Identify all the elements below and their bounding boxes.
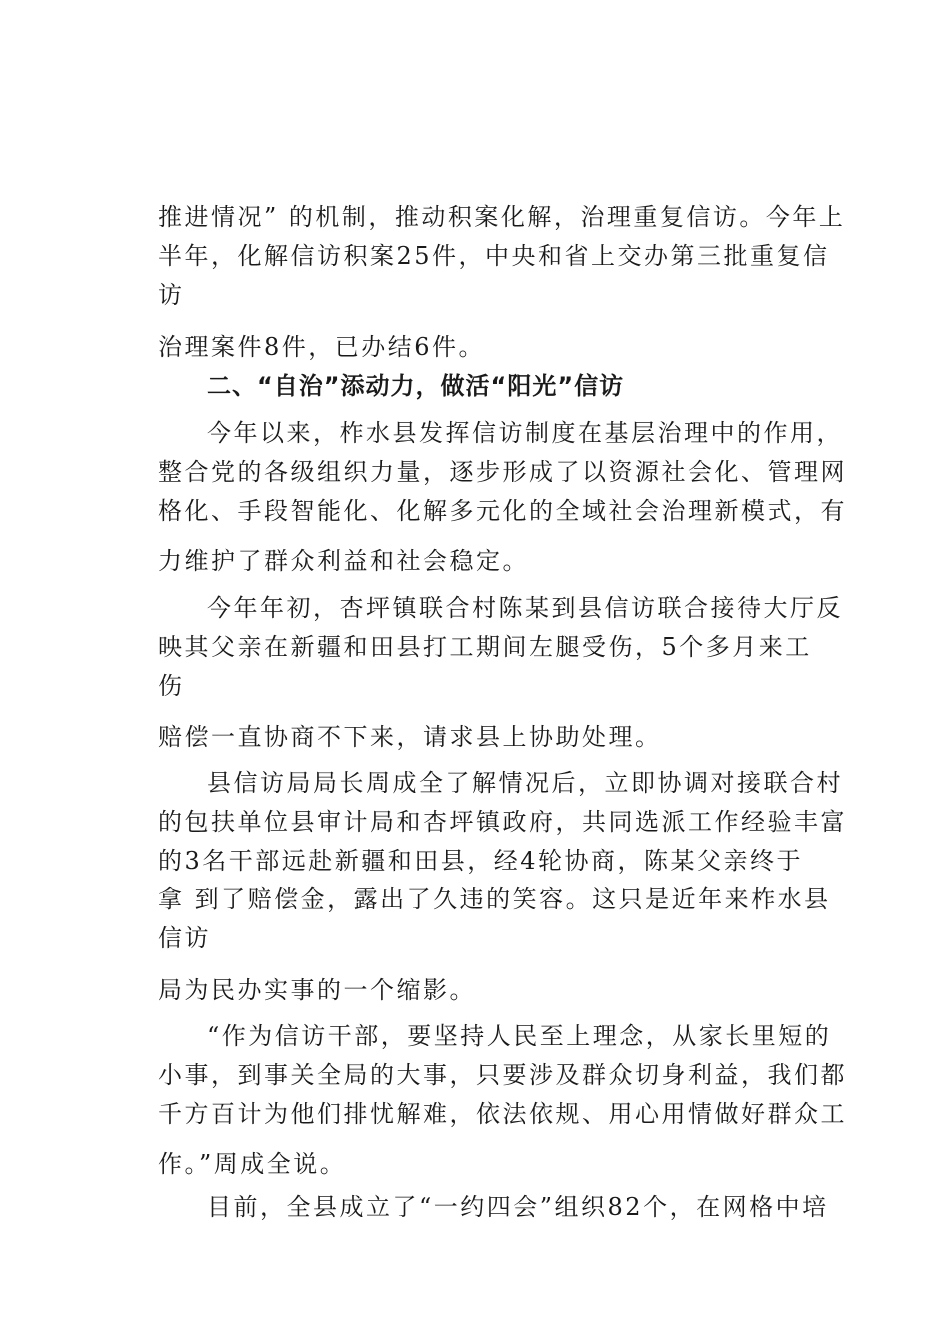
paragraph-first-line: 目前，全县成立了“一约四会”组织82个，在网格中培 bbox=[207, 1193, 829, 1221]
text-line: 治理案件8件，已办结6件。 bbox=[158, 333, 486, 361]
text-line: 小事，到事关全局的大事，只要涉及群众切身利益，我们都 bbox=[158, 1061, 847, 1089]
paragraph-first-line: 今年年初，杏坪镇联合村陈某到县信访联合接待大厅反 bbox=[207, 594, 843, 622]
text-line: 伤 bbox=[158, 672, 185, 700]
text-line: 映其父亲在新疆和田县打工期间左腿受伤，5个多月来工 bbox=[158, 633, 812, 661]
text-line: 拿 到了赔偿金，露出了久违的笑容。这只是近年来柞水县 bbox=[158, 885, 831, 913]
text-line: 赔偿一直协商不下来，请求县上协助处理。 bbox=[158, 723, 662, 751]
text-line: 的3名干部远赴新疆和田县，经4轮协商，陈某父亲终于 bbox=[158, 847, 804, 875]
text-line: 千方百计为他们排忧解难，依法依规、用心用情做好群众工 bbox=[158, 1100, 847, 1128]
text-line: 的包扶单位县审计局和杏坪镇政府，共同选派工作经验丰富 bbox=[158, 808, 847, 836]
section-heading: 二、“自治”添动力，做活“阳光”信访 bbox=[207, 372, 625, 400]
text-line: 半年，化解信访积案25件，中央和省上交办第三批重复信 bbox=[158, 242, 830, 270]
text-line: 信访 bbox=[158, 924, 211, 952]
text-line: 作。”周成全说。 bbox=[158, 1150, 347, 1178]
text-line: 推进情况” 的机制，推动积案化解，治理重复信访。今年上 bbox=[158, 203, 846, 231]
paragraph-first-line: “作为信访干部，要坚持人民至上理念，从家长里短的 bbox=[207, 1022, 832, 1050]
paragraph-first-line: 今年以来，柞水县发挥信访制度在基层治理中的作用， bbox=[207, 419, 843, 447]
text-line: 访 bbox=[158, 281, 185, 309]
text-line: 力维护了群众利益和社会稳定。 bbox=[158, 547, 529, 575]
text-line: 局为民办实事的一个缩影。 bbox=[158, 976, 476, 1004]
text-line: 格化、手段智能化、化解多元化的全域社会治理新模式，有 bbox=[158, 497, 847, 525]
paragraph-first-line: 县信访局局长周成全了解情况后，立即协调对接联合村 bbox=[207, 769, 843, 797]
text-line: 整合党的各级组织力量，逐步形成了以资源社会化、管理网 bbox=[158, 458, 847, 486]
